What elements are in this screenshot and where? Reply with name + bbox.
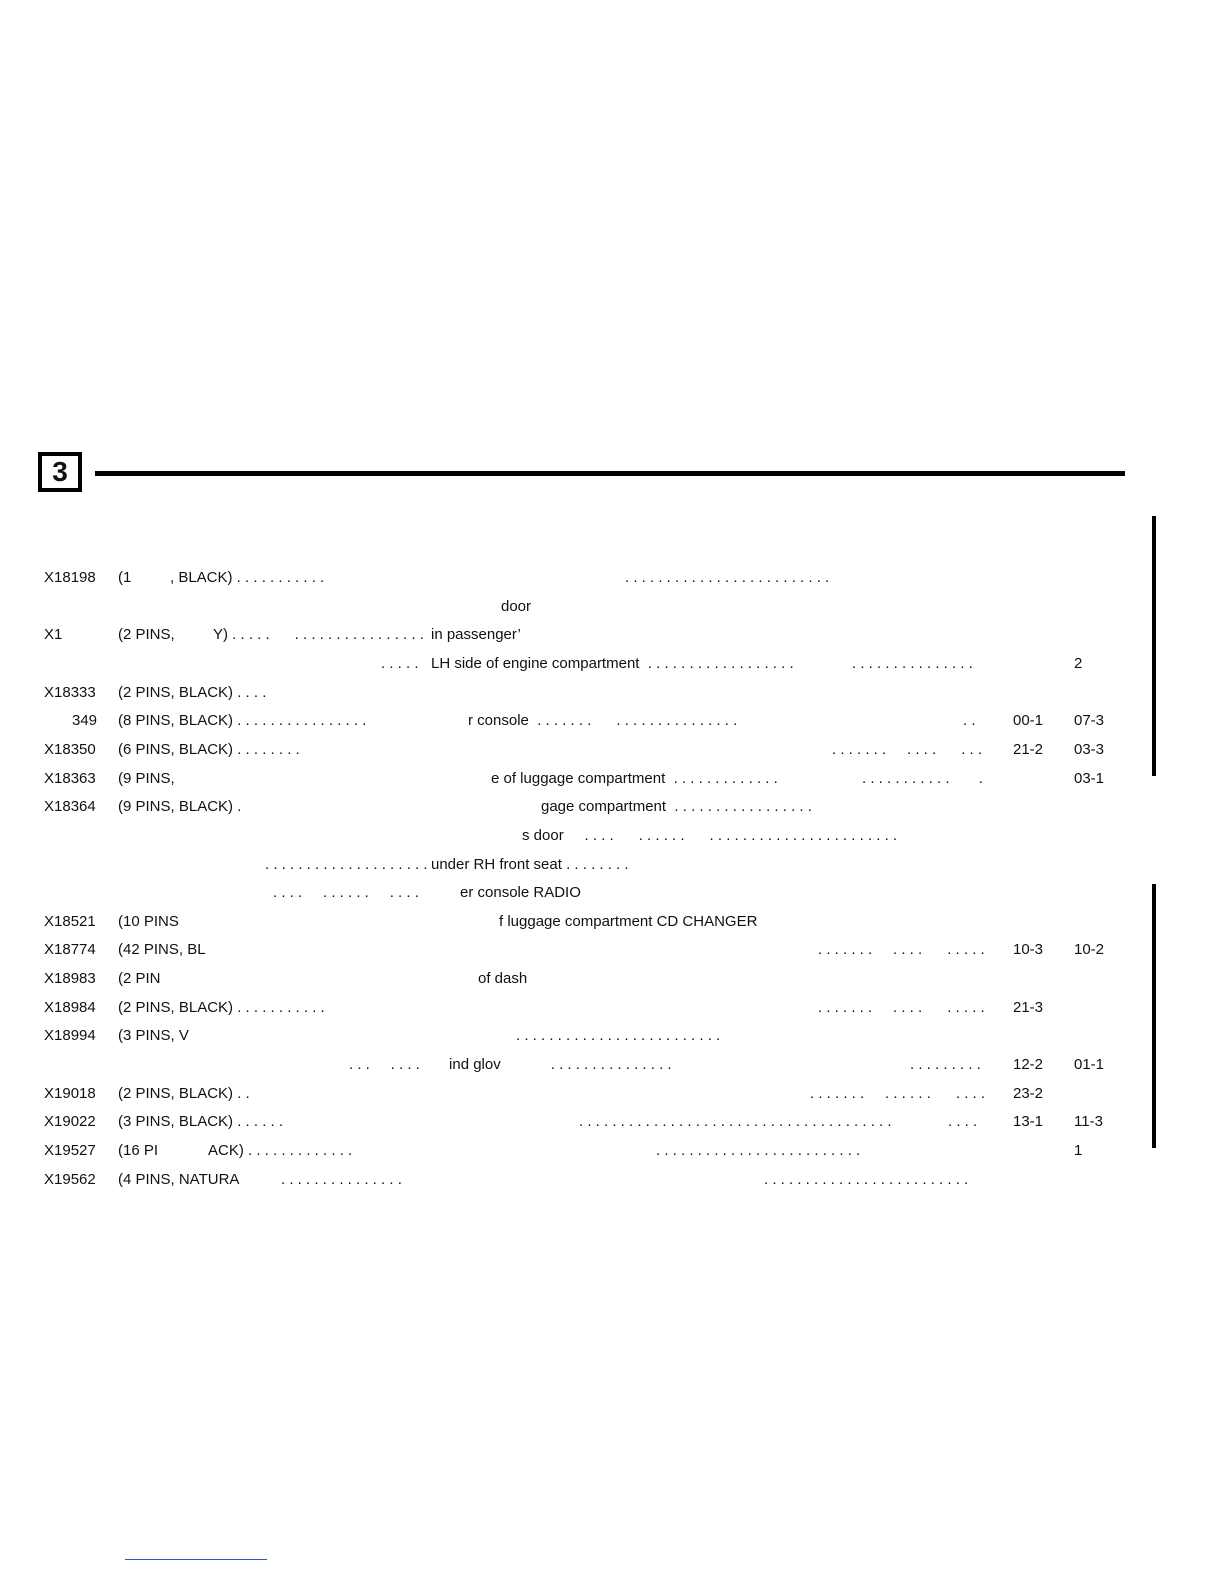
connector-pins: (9 PINS, BLACK) . — [118, 798, 242, 815]
connector-id: X19527 — [44, 1142, 96, 1159]
connector-id: X18333 — [44, 684, 96, 701]
connector-location: . . . . . . . . . . . . . . — [273, 884, 419, 901]
connector-leader: . . . . . . . . . . . . . . . . . — [810, 1085, 986, 1102]
connector-pins: (2 PINS, BLACK) . . — [118, 1085, 250, 1102]
connector-row — [0, 1027, 1224, 1049]
connector-leader: . . . . . . . . . . . . . . . . . . . . . . . . . — [764, 1171, 969, 1188]
connector-location: e of luggage compartment . . . . . . . . . . . . . — [491, 770, 778, 787]
connector-pins: (42 PINS, BL — [118, 941, 206, 958]
connector-id: X18774 — [44, 941, 96, 958]
connector-row — [0, 1142, 1224, 1164]
page-ref-1: 23-2 — [1013, 1085, 1044, 1102]
connector-pins: (8 PINS, BLACK) . . . . . . . . . . . . . . . . — [118, 712, 367, 729]
connector-pins: (6 PINS, BLACK) . . . . . . . . — [118, 741, 300, 758]
connector-id: X19562 — [44, 1171, 96, 1188]
connector-location: . . . . . . . . . . . . . . . . . . . . — [265, 856, 428, 873]
connector-leader: . . . . . . . . . . . . . . . . . . . . . . . . . — [656, 1142, 861, 1159]
page-ref-1: 12-2 — [1013, 1056, 1044, 1073]
connector-pins: (10 PINS — [118, 913, 179, 930]
header-rule — [95, 471, 1125, 476]
connector-id: X18198 — [44, 569, 96, 586]
connector-location: . . . . . . . . . . . . . . . — [281, 1171, 402, 1188]
connector-leader: er console RADIO — [460, 884, 581, 901]
page-ref-2: 03-1 — [1074, 770, 1105, 787]
connector-pins: (16 PI — [118, 1142, 159, 1159]
page-ref-1: 21-3 — [1013, 999, 1044, 1016]
connector-location: gage compartment . . . . . . . . . . . . . . . . . — [541, 798, 812, 815]
connector-row — [0, 913, 1224, 935]
connector-id: 349 — [72, 712, 98, 729]
connector-leader: . . . . . . . . . . . . . . . . — [818, 941, 985, 958]
connector-row — [0, 999, 1224, 1021]
connector-pins: (2 PIN — [118, 970, 161, 987]
connector-pins: (9 PINS, — [118, 770, 175, 787]
connector-location: Y) . . . . . . . . . . . . . . . . . . . . . — [213, 626, 424, 643]
page-ref-1: 00-1 — [1013, 712, 1044, 729]
connector-leader: in passenger’ — [431, 626, 521, 643]
page-ref-2: 07-3 — [1074, 712, 1105, 729]
connector-row — [0, 941, 1224, 963]
connector-id: X18364 — [44, 798, 96, 815]
connector-id: X18994 — [44, 1027, 96, 1044]
connector-row — [0, 1171, 1224, 1193]
connector-pins: (3 PINS, BLACK) . . . . . . — [118, 1113, 284, 1130]
page-ref-2: 01-1 — [1074, 1056, 1105, 1073]
connector-pins: (1 — [118, 569, 132, 586]
connector-row — [0, 1085, 1224, 1107]
page-ref-1: 10-3 — [1013, 941, 1044, 958]
connector-row — [0, 1056, 1224, 1078]
connector-leader: LH side of engine compartment . . . . . . . . . . . . . . . . . . . . . . . . . . . . . . . . . — [431, 655, 973, 672]
connector-row — [0, 827, 1224, 849]
connector-location: r console . . . . . . . . . . . . . . . . . . . . . . — [468, 712, 738, 729]
connector-row — [0, 569, 1224, 591]
footer-link-underline[interactable] — [125, 1559, 267, 1560]
connector-id: X18363 — [44, 770, 96, 787]
connector-pins: (2 PINS, BLACK) . . . . — [118, 684, 267, 701]
connector-location: . . . . . . . ind glov . . . . . . . . . . . . . . . — [349, 1056, 672, 1073]
connector-row — [0, 1113, 1224, 1135]
connector-id: X19022 — [44, 1113, 96, 1130]
connector-pins: (4 PINS, NATURA — [118, 1171, 240, 1188]
connector-row — [0, 655, 1224, 677]
section-number-badge: 3 — [38, 452, 82, 492]
connector-row — [0, 856, 1224, 878]
connector-id: X18350 — [44, 741, 96, 758]
connector-leader: under RH front seat . . . . . . . . — [431, 856, 629, 873]
page-ref-2: 11-3 — [1074, 1113, 1103, 1130]
connector-leader: . . . . . . . . . . . . — [862, 770, 983, 787]
connector-location: of dash — [478, 970, 528, 987]
connector-row — [0, 770, 1224, 792]
connector-id: X1 — [44, 626, 63, 643]
connector-row — [0, 970, 1224, 992]
connector-location: door — [501, 598, 532, 615]
connector-row — [0, 798, 1224, 820]
page-ref-2: 03-3 — [1074, 741, 1105, 758]
connector-location: ACK) . . . . . . . . . . . . . — [208, 1142, 353, 1159]
connector-location: . . . . . . . . . . . . . . . . . . . . . . . . . . . . . . . . . . . . . . — [579, 1113, 892, 1130]
connector-row — [0, 741, 1224, 763]
page-ref-2: 1 — [1074, 1142, 1083, 1159]
connector-location: . . . . . — [381, 655, 419, 672]
connector-leader: . . — [963, 712, 976, 729]
connector-row — [0, 684, 1224, 706]
connector-id: X18521 — [44, 913, 96, 930]
connector-row — [0, 626, 1224, 648]
connector-id: X18983 — [44, 970, 96, 987]
page-ref-1: 13-1 — [1013, 1113, 1044, 1130]
connector-leader: . . . . . . . . . . . . . . . . — [818, 999, 985, 1016]
connector-pins: (2 PINS, — [118, 626, 175, 643]
connector-leader: . . . . — [948, 1113, 978, 1130]
connector-pins: (2 PINS, BLACK) . . . . . . . . . . . — [118, 999, 325, 1016]
page-ref-2: 10-2 — [1074, 941, 1105, 958]
connector-row — [0, 712, 1224, 734]
connector-leader: . . . . . . . . . . . . . . . . . . . . . . . . . — [625, 569, 830, 586]
page-ref-2: 2 — [1074, 655, 1083, 672]
connector-leader: . . . . . . . . . — [910, 1056, 981, 1073]
connector-id: X18984 — [44, 999, 96, 1016]
connector-id: X19018 — [44, 1085, 96, 1102]
connector-leader: . . . . . . . . . . . . . . — [832, 741, 983, 758]
connector-location: s door . . . . . . . . . . . . . . . . . . . . . . . . . . . . . . . . . — [522, 827, 898, 844]
page-ref-1: 21-2 — [1013, 741, 1044, 758]
connector-row — [0, 598, 1224, 620]
connector-location: f luggage compartment CD CHANGER — [499, 913, 758, 930]
connector-location: , BLACK) . . . . . . . . . . . — [170, 569, 325, 586]
connector-row — [0, 884, 1224, 906]
connector-pins: (3 PINS, V — [118, 1027, 189, 1044]
connector-location: . . . . . . . . . . . . . . . . . . . . . . . . . — [516, 1027, 721, 1044]
